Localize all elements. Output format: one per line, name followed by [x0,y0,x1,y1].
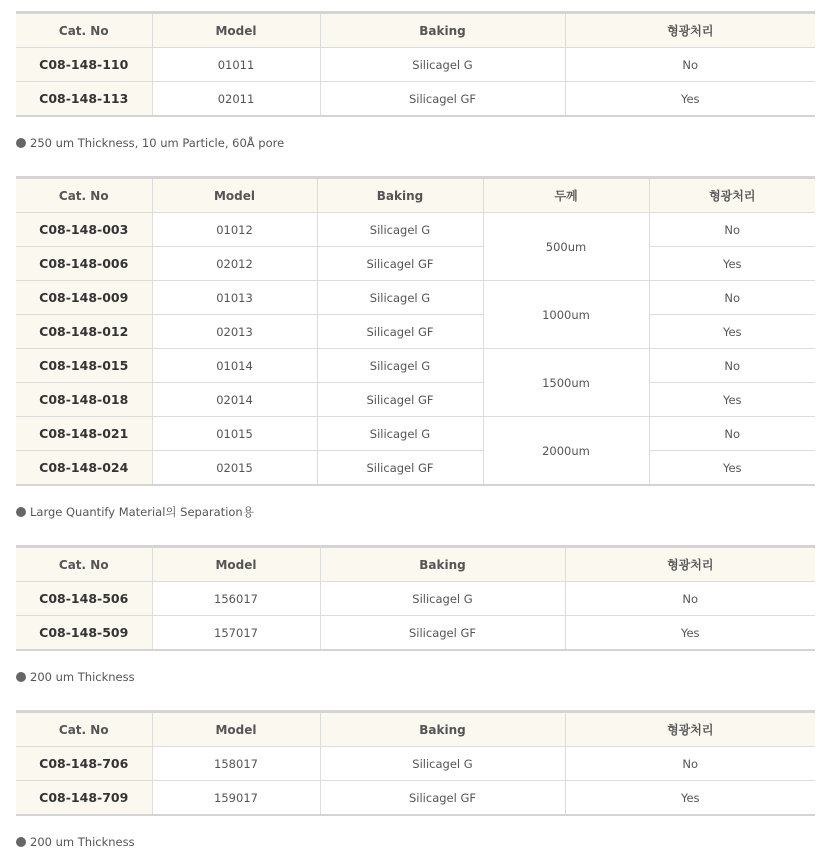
baking-cell: Silicagel GF [317,315,483,349]
table-row [16,781,815,816]
header-model: Model [152,712,320,747]
table-row [16,747,815,781]
bullet-dot-icon [16,507,26,517]
header-baking: Baking [317,178,483,213]
cat-no-cell: C08-148-003 [16,213,152,247]
spec-note-1 [16,135,284,151]
note-text: 200 um Thickness [30,835,135,849]
model-cell: 01012 [152,213,317,247]
cat-no-cell: C08-148-506 [16,582,152,616]
bullet-dot-icon [16,672,26,682]
note-text: Large Quantify Material의 Separation용 [30,505,254,519]
model-cell: 02013 [152,315,317,349]
fluorescence-cell: Yes [565,781,815,816]
model-cell: 01015 [152,417,317,451]
header-model: Model [152,547,320,582]
table-header-row [16,13,815,48]
cat-no-cell: C08-148-012 [16,315,152,349]
cat-no-cell: C08-148-509 [16,616,152,651]
cat-no-cell: C08-148-113 [16,82,152,117]
header-cat-no: Cat. No [16,712,152,747]
baking-cell: Silicagel G [317,281,483,315]
header-fluorescence: 형광처리 [649,178,815,213]
header-fluorescence: 형광처리 [565,547,815,582]
baking-cell: Silicagel GF [317,451,483,486]
spec-table-3 [16,545,815,651]
fluorescence-cell: No [565,582,815,616]
baking-cell: Silicagel G [317,349,483,383]
spec-table-4 [16,710,815,816]
table-header-row [16,712,815,747]
bullet-dot-icon [16,138,26,148]
fluorescence-cell: No [565,48,815,82]
header-thickness: 두께 [483,178,649,213]
baking-cell: Silicagel GF [317,383,483,417]
header-baking: Baking [320,13,565,48]
bullet-dot-icon [16,837,26,847]
header-baking: Baking [320,712,565,747]
baking-cell: Silicagel GF [320,82,565,117]
fluorescence-cell: Yes [649,315,815,349]
baking-cell: Silicagel GF [320,616,565,651]
table-header-row [16,178,815,213]
baking-cell: Silicagel G [320,747,565,781]
model-cell: 01013 [152,281,317,315]
table-row [16,616,815,651]
cat-no-cell: C08-148-006 [16,247,152,281]
header-cat-no: Cat. No [16,547,152,582]
header-model: Model [152,178,317,213]
model-cell: 156017 [152,582,320,616]
cat-no-cell: C08-148-110 [16,48,152,82]
model-cell: 02014 [152,383,317,417]
model-cell: 01014 [152,349,317,383]
header-cat-no: Cat. No [16,13,152,48]
header-baking: Baking [320,547,565,582]
baking-cell: Silicagel G [317,213,483,247]
cat-no-cell: C08-148-018 [16,383,152,417]
fluorescence-cell: No [649,281,815,315]
table-row [16,383,815,417]
spec-table-2 [16,176,815,486]
table-row [16,247,815,281]
table-row [16,281,815,315]
cat-no-cell: C08-148-024 [16,451,152,486]
model-cell: 02012 [152,247,317,281]
spec-note-4 [16,834,135,850]
fluorescence-cell: Yes [565,82,815,117]
header-cat-no: Cat. No [16,178,152,213]
header-fluorescence: 형광처리 [565,712,815,747]
thickness-cell: 2000um [483,417,649,486]
note-text: 250 um Thickness, 10 um Particle, 60Å pore [30,136,285,150]
cat-no-cell: C08-148-015 [16,349,152,383]
table-row [16,213,815,247]
baking-cell: Silicagel G [320,48,565,82]
spec-note-3 [16,669,135,685]
thickness-cell: 1000um [483,281,649,349]
table-row [16,417,815,451]
table-row [16,451,815,486]
baking-cell: Silicagel GF [317,247,483,281]
model-cell: 02015 [152,451,317,486]
table-row [16,315,815,349]
model-cell: 159017 [152,781,320,816]
baking-cell: Silicagel G [317,417,483,451]
table-row [16,349,815,383]
fluorescence-cell: No [649,213,815,247]
fluorescence-cell: No [565,747,815,781]
fluorescence-cell: Yes [649,383,815,417]
fluorescence-cell: No [649,417,815,451]
table-row [16,82,815,117]
thickness-cell: 1500um [483,349,649,417]
fluorescence-cell: Yes [565,616,815,651]
cat-no-cell: C08-148-021 [16,417,152,451]
model-cell: 01011 [152,48,320,82]
header-fluorescence: 형광처리 [565,13,815,48]
model-cell: 02011 [152,82,320,117]
baking-cell: Silicagel G [320,582,565,616]
table-header-row [16,547,815,582]
fluorescence-cell: Yes [649,451,815,486]
baking-cell: Silicagel GF [320,781,565,816]
table-row [16,582,815,616]
table-row [16,48,815,82]
cat-no-cell: C08-148-706 [16,747,152,781]
fluorescence-cell: Yes [649,247,815,281]
model-cell: 158017 [152,747,320,781]
spec-table-1 [16,11,815,117]
header-model: Model [152,13,320,48]
fluorescence-cell: No [649,349,815,383]
spec-note-2 [16,504,254,520]
cat-no-cell: C08-148-709 [16,781,152,816]
note-text: 200 um Thickness [30,670,135,684]
thickness-cell: 500um [483,213,649,281]
cat-no-cell: C08-148-009 [16,281,152,315]
model-cell: 157017 [152,616,320,651]
